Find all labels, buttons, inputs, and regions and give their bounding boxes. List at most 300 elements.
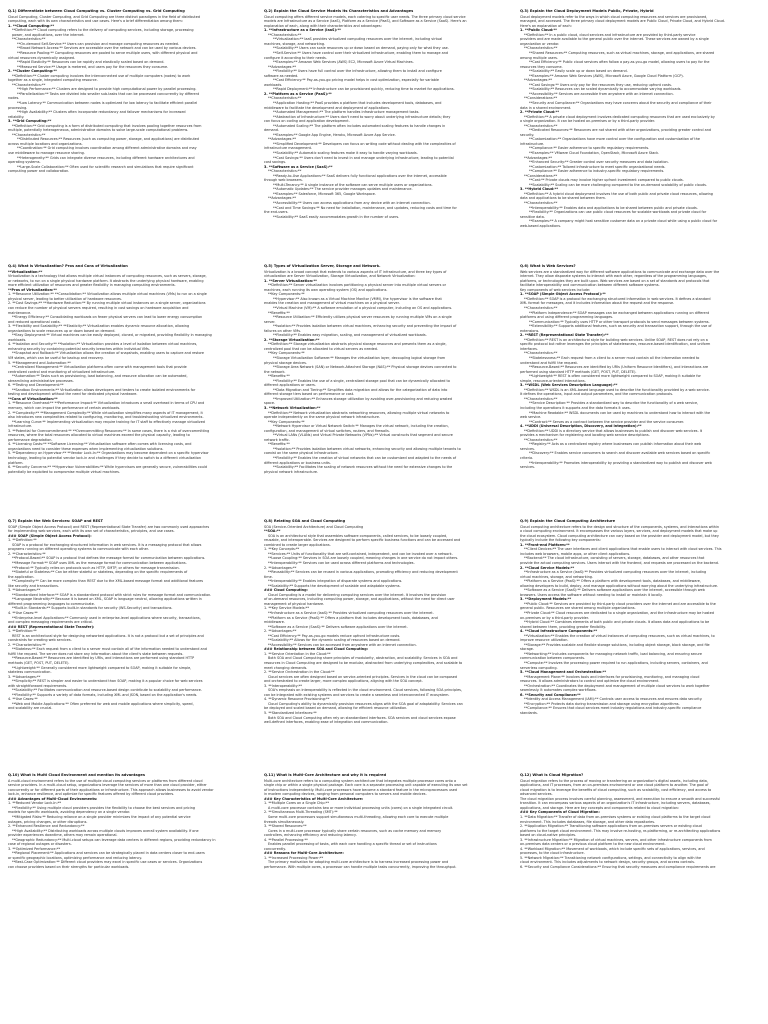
text-line: **Characteristics:** xyxy=(268,32,302,37)
text-line: on-premises or by a third-party provider. xyxy=(520,615,589,620)
question-block xyxy=(264,519,512,767)
text-line: cost savings. xyxy=(264,160,287,165)
text-line: 3. **Advantages:** xyxy=(8,674,41,679)
text-line: 4. **Isolation and Security:** **Isolation:** Virtualization provides a level of isolation between virtual machines, xyxy=(8,342,198,347)
text-line: 5. **Dependency on Hypervisor:** **Vendor Lock-In:** Organizations may become dependent on a specific hypervisor xyxy=(8,451,209,456)
text-line: maintenance. xyxy=(8,310,32,315)
text-line: 1. **Key Service Models:** xyxy=(264,606,310,611)
text-line: **Language Neutrality:** Because it is based on XML, SOAP is language neutral, allowing applications written in xyxy=(12,597,202,602)
text-line: based on cloud-native principles. xyxy=(520,833,577,838)
text-line: time. xyxy=(264,574,273,579)
text-line: **Rapid Deployment:** Infrastructure can be provisioned quickly, reducing time to market for applications. xyxy=(273,87,455,92)
text-line: XML format for messages, and it includes information about the request and the response. xyxy=(520,301,675,306)
text-line: infrastructure. xyxy=(520,141,545,146)
text-line: facilitate interoperability and communication between different software systems. xyxy=(520,283,660,288)
text-line: sensitive data. xyxy=(520,214,545,219)
text-line: 4. **Licensing Costs:** **Software Licensing:** Virtualization software often comes with licensing costs, and xyxy=(8,442,192,447)
text-line: different applications or business units. xyxy=(264,460,331,465)
question-block xyxy=(520,9,768,257)
text-line: with straightforward requirements. xyxy=(8,683,68,688)
text-line: **Interoperability:** Promotes interoperability by providing a standardized way to publish and discover web xyxy=(529,460,712,465)
text-line: **Simplicity:** REST is simpler and easier to understand than SOAP, making it a popular choice for web services xyxy=(12,679,203,684)
text-line: and complex messaging requirements are critical. xyxy=(8,620,94,625)
text-line: performance. With multiple cores, a processor can handle multiple tasks concurrently, improving the throughput. xyxy=(264,864,457,869)
text-line: be deployed and scaled based on demand, allowing for efficient resource utilization. xyxy=(264,706,408,711)
text-line: **Flexibility:** Users have full control over the infrastructure, allowing them to install and configure xyxy=(273,69,442,74)
text-line: 3. **Advantages:** xyxy=(8,588,41,593)
text-line: **Sandbox Environments:** Virtualization allows developers and testers to create isolated environments for xyxy=(12,387,196,392)
text-line: like security and transactions. xyxy=(8,583,59,588)
text-line: workloads. xyxy=(8,337,27,342)
text-line: **Networking:** Includes components for managing network traffic, load balancing, and ensuring secure xyxy=(524,651,702,656)
section-heading: ### Cloud Computing: xyxy=(264,588,308,593)
text-line: **Improved Utilization:** Enhances storage utilization by avoiding over-provisioning and reducing wasted xyxy=(273,396,452,401)
question-block xyxy=(8,519,256,767)
text-line: **Self-Service:** Users have control over their virtualized infrastructure, enabling them to manage and xyxy=(273,50,448,55)
text-line: machines, each running its own operating system (OS) and applications. xyxy=(264,287,388,292)
question-block xyxy=(520,264,768,512)
text-line: and scalability are crucial. xyxy=(8,706,53,711)
text-line: **Storage Area Network (SAN) or Network-Attached Storage (NAS):** Physical storage devices connected to xyxy=(273,365,457,370)
text-line: **Characteristics:** xyxy=(268,96,302,101)
question-title: Q.8) Relating SOA and Cloud Computing xyxy=(264,519,346,523)
section-heading: 2. **Cloud Service Models:** xyxy=(520,565,575,570)
text-line: **Scalability:** Resources can be scaled dynamically to accommodate varying workloads. xyxy=(529,87,682,92)
text-line: controllers, enhancing efficiency and reducing latency. xyxy=(264,833,357,838)
text-line: different programming languages to communicate. xyxy=(8,601,95,606)
text-line: **Public Cloud:** Services are provided by third-party cloud providers over the internet and are accessible to the xyxy=(524,601,716,606)
text-line: use middleware to manage resource sharing. xyxy=(8,151,85,155)
text-line: **Contract:** Serves as a contract between the service provider and the service consumer. xyxy=(529,419,685,424)
text-line: **Scalability:** Facilitates the scaling of network resources without the need for extensive changes to the xyxy=(273,465,453,470)
text-line: software as needed. xyxy=(264,73,299,78)
text-line: SOA is an architectural style that assembles software components, called services, to be loosely coupled, xyxy=(268,533,448,538)
text-line: among multiple users. xyxy=(520,55,558,60)
text-line: A multi-cloud environment refers to the use of multiple cloud computing services or platforms from different cloud xyxy=(8,778,203,783)
text-line: Key components of web services include: xyxy=(520,287,591,292)
text-line: advanced services. xyxy=(520,792,553,797)
text-line: **Cost:** Private clouds may involve higher upfront investment compared to public clouds. xyxy=(529,178,684,183)
text-line: 3. **Shared Resources:** xyxy=(264,824,307,829)
text-line: **Data Migration and Tiering:** Simplifies data migration and allows for the categorization of data into xyxy=(273,387,448,392)
text-line: **Resource-Based:** Resources are identified by URIs (Uniform Resource Identifiers), and interactions are xyxy=(529,365,709,370)
text-line: **Abstraction of Infrastructure:** Users don't need to worry about underlying infrastructure details; they xyxy=(273,114,451,119)
text-line: concurrently. xyxy=(264,846,286,851)
text-line: programs running on different operating systems to communicate with each other. xyxy=(8,547,149,552)
text-line: **Isolation:** Provides isolation between virtual networks, enhancing security and allowing multiple tenants to xyxy=(273,446,461,451)
text-line: 1. **Resource Overhead:** **Performance Impact:** Virtualization introduces a small overhead in terms of CPU and xyxy=(8,401,205,406)
text-line: **Scalability:** Scaling can be more challenging compared to the on-demand scalability of public clouds. xyxy=(529,182,708,187)
text-line: **Advantages:** xyxy=(268,196,296,201)
text-line: 1. **Multiple Cores on a Single Chip:** xyxy=(264,801,330,806)
text-line: **Service Description:** Provides a standardized way to describe the functionality of a web service, xyxy=(529,401,699,406)
text-line: **Cost Savings:** Users only pay for the resources they use, reducing upfront costs. xyxy=(529,82,672,87)
text-line: **Examples:** Amazon Web Services (AWS) EC2, Microsoft Azure Virtual Machines. xyxy=(273,60,414,65)
text-line: management of physical hardware. xyxy=(264,601,325,606)
text-line: web service. xyxy=(520,415,542,420)
text-line: 3. **Optimized Performance:** xyxy=(8,846,61,851)
section-heading: 1. **Cloud Computing:** xyxy=(8,23,55,28)
text-line: **Measured Service:** Usage is metered, and users pay for the resources they consume. xyxy=(17,64,169,69)
text-line: security. xyxy=(520,132,535,137)
text-line: 2. **Service Orchestration in the Cloud:** xyxy=(264,670,335,675)
text-line: **Characteristics:** xyxy=(524,123,558,128)
text-line: serverless computing. xyxy=(520,665,558,670)
text-line: **Platform as a Service (PaaS):** Offers a platform with development tools, databases, and middleware, xyxy=(524,579,701,584)
text-line: and reduced operational costs. xyxy=(8,319,61,324)
text-line: power, and applications, over the internet. xyxy=(12,32,85,37)
text-line: **Infrastructure as a Service (IaaS):** Provides virtualized computing resources over the internet, including xyxy=(524,570,707,575)
text-line: specific protocol but rather leverages the principles of statelessness, resource-based identification, and uniform xyxy=(520,342,711,347)
text-line: **Registry:** Acts as a centralized registry where businesses can publish information about their web xyxy=(529,442,702,447)
text-line: 4. **Use Cases:** xyxy=(8,610,38,615)
text-line: models for specific workloads, avoiding dependency on a single vendor. xyxy=(8,810,131,815)
text-line: 5. **Network Migration:** Transitioning network configurations, settings, and connectivity to align with the xyxy=(520,855,702,860)
text-line: general public. Resources are shared among multiple organizations. xyxy=(520,606,636,611)
text-line: different storage tiers based on performance or cost. xyxy=(264,392,355,397)
text-line: space. xyxy=(264,401,276,406)
text-line: constraints for creating web services. xyxy=(8,638,72,643)
section-heading: ### Relationship between SOA and Cloud Computing: xyxy=(264,647,368,652)
text-line: together as a single, integrated computing resource. xyxy=(8,78,98,83)
text-line: reliability. xyxy=(8,114,25,119)
text-line: 1. **Service Orientation in the Cloud:** xyxy=(264,651,331,656)
text-line: more efficient utilization of resources and greater flexibility in managing computing environments. xyxy=(8,283,176,288)
text-line: a cloud computing environment. It encompasses the various layers, services, and deployment models that make up xyxy=(520,529,718,534)
text-line: **Regional Placement:** Applications and services can be strategically placed in data centers closer to end-users xyxy=(12,851,205,856)
text-line: configure it according to their needs. xyxy=(264,55,327,60)
text-line: **Definition:** SOAP is a protocol for exchanging structured information in web services. It defines a standard xyxy=(524,296,711,301)
text-line: **Interoperability:** Enables data and applications to be shared between public and private clouds. xyxy=(529,205,698,210)
text-line: 2. **Simultaneous Multi-Threading (SMT):** xyxy=(264,810,338,815)
text-line: **High Availability:** Distributing workloads across multiple clouds improves overall system availability. If one xyxy=(12,828,199,833)
text-line: 6. **Testing and Development:** xyxy=(8,383,64,388)
text-line: workloads. xyxy=(264,82,283,87)
question-title: Q.6) What is Web Services? xyxy=(520,264,576,268)
text-line: applications, and IT processes, from an on-premises environment or one cloud platform to another. The goal of xyxy=(520,783,709,788)
text-line: The primary motivation for adopting multi-core architecture is to harness increased processing power and xyxy=(268,860,449,865)
text-line: **Scalability:** Automatic scaling features make it easy to handle varying workloads. xyxy=(273,151,418,155)
text-line: Multi-core architecture refers to a computing system architecture that integrates multiple processor cores onto a xyxy=(264,778,457,783)
text-line: REST is an architectural style for designing networked applications. It is not a protocol but a set of principles and xyxy=(12,633,204,638)
text-line: **Built-in Standards:** Supports built-in standards for security (WS-Security) and transactions. xyxy=(12,606,173,611)
text-line: **Scalability:** Supports the development of scalable and adaptable systems. xyxy=(268,583,401,588)
question-block xyxy=(8,773,256,1021)
text-line: can focus on coding and application development. xyxy=(264,119,350,124)
text-line: **Definition:** In a public cloud, cloud services and infrastructure are provided by third-party service xyxy=(524,32,696,37)
text-line: **Key Components:** xyxy=(268,419,305,424)
text-line: computing, each with its own characteristics and use cases. Here's a brief differentiation among them: xyxy=(8,19,183,24)
text-line: organization or vendor. xyxy=(520,41,560,46)
text-line: **Definition:** Grid computing is a form of distributed computing that involves pooling together resources from xyxy=(12,123,202,128)
text-line: lock-in, enhance resilience, and optimize for specific features offered by different cloud providers. xyxy=(8,792,175,797)
section-heading: ### Key Components of Cloud Migration: xyxy=(520,810,600,815)
text-line: potentially be exploited to compromise multiple virtual machines. xyxy=(8,469,120,474)
text-line: **Benefits:** xyxy=(268,442,290,447)
text-line: **Characteristics:** xyxy=(524,305,558,310)
text-line: **Definition:** UDDI is a directory service that allows businesses to publish and discover web services. It xyxy=(524,428,703,433)
text-line: **Reusability:** Services can be reused in various applications, promoting efficiency and reducing development xyxy=(268,570,458,575)
question-title: Q.3) Explain the Cloud Deployment Models Public, Private, Hybrid xyxy=(520,9,654,13)
section-heading: **Pros of Virtualization:** xyxy=(8,287,57,292)
text-line: **Definition:** REST is an architectural style for building web services. Unlike SOAP, REST does not rely on a xyxy=(524,337,708,342)
text-line: **Platform Independence:** SOAP messages can be exchanged between applications running on different xyxy=(529,310,710,315)
section-heading: ### SOAP (Simple Object Access Protocol): xyxy=(8,533,92,538)
question-block xyxy=(264,9,512,257)
text-line: **Learning Curve:** Implementing virtualization may require training for IT staff to effectively manage virtualized xyxy=(12,419,205,424)
question-title: Q.12) What is Cloud Migration? xyxy=(520,773,584,777)
text-line: improve resource utilization. xyxy=(520,638,569,643)
text-line: extensions. xyxy=(520,328,540,333)
text-line: memory, which can impact the performance of certain workloads. xyxy=(8,406,121,410)
text-line: virtual resources dynamically assigned. xyxy=(8,55,76,60)
text-line: organizations to scale resources up or down based on demand. xyxy=(8,328,116,333)
text-line: 1. **Definition:** xyxy=(8,538,37,543)
text-line: **Characteristics:** xyxy=(268,169,302,174)
text-line: multiple, potentially heterogeneous, administrative domains to solve large-scale computational problems. xyxy=(8,128,189,133)
text-line: resources they consume. xyxy=(520,64,563,69)
text-line: A multi-core processor contains two or more individual processing units (cores) on a single integrated circuit. xyxy=(268,805,454,810)
text-line: centralized pool that can be allocated to virtual servers as needed. xyxy=(264,346,378,351)
text-line: provide the actual computing services. Users interact with the frontend, and requests are processed on the backend. xyxy=(520,560,720,565)
text-line: applications, and storage. Here are key concepts and components related to cloud migration: xyxy=(520,805,679,810)
text-line: **Flexibility:** Using multiple cloud providers provides the flexibility to choose the best services and pricing xyxy=(12,805,196,810)
text-line: **Characteristics:** xyxy=(12,82,46,87)
section-heading: 3. **Network Virtualization:** xyxy=(264,406,321,410)
text-line: **Hypervisor:** Also known as a Virtual Machine Monitor (VMM), the hypervisor is the software that xyxy=(273,296,442,301)
text-line: **Accessibility:** Services can be accessed from anywhere with an internet connection. xyxy=(268,642,417,647)
text-line: enables the creation and management of virtual machines on a physical server. xyxy=(264,301,400,306)
question-block xyxy=(264,264,512,512)
text-line: **Storage:** Provides scalable and flexible storage solutions, including object storage, block storage, and file xyxy=(524,642,710,647)
text-line: **Easy Deployment:** Virtual machines can be easily deployed, cloned, or migrated, providing flexibility in managing xyxy=(12,333,212,338)
text-line: provider experiences downtime, others may remain operational. xyxy=(8,833,118,838)
text-line: including the operations it supports and the data formats it uses. xyxy=(520,406,631,410)
text-line: It defines the operations, input and output parameters, and the communication protocols. xyxy=(520,392,674,397)
text-line: nodes. xyxy=(8,96,20,101)
section-heading: ### Key Characteristics of Multi-Core Architecture: xyxy=(264,796,364,801)
text-line: internet. They allow disparate systems to interact with each other, regardless of the programming languages, xyxy=(520,274,707,279)
text-line: 2. **Cost Savings:** **Hardware Reduction:** By running multiple virtual instances on a single server, organizations xyxy=(8,301,206,306)
text-line: **Interoperability:** Services can be used across different platforms and technologies. xyxy=(268,560,415,565)
text-line: **Resource Utilization:** Efficiently utilizes physical server resources by running multiple VMs on a single xyxy=(273,315,452,320)
question-title: Q.4) What is Virtualization? Pros and Cons of Virtualization xyxy=(8,264,128,268)
text-line: **Automation:** Tasks such as provisioning, load balancing, and resource allocation can be automated, xyxy=(12,374,188,379)
section-heading: 4. **UDDI (Universal Description, Discovery, and Integration):** xyxy=(520,424,642,429)
text-line: **Software as a Service (SaaS):** Delivers software applications over the internet, accessible through web xyxy=(524,588,705,593)
text-line: **Virtual Machine (VM):** A software emulation of a physical computer, including an OS and applications. xyxy=(273,305,453,310)
text-line: **High Performance:** Clusters are designed to provide high computational power by parallel processing. xyxy=(17,87,197,92)
text-line: **Flexibility:** Enables the creation of virtual networks that can be customized and adapted to the needs of xyxy=(273,456,457,461)
text-line: **Stateful or Stateless:** Can be either stateful or stateless, depending on the specific requirements of xyxy=(12,570,188,575)
text-line: browsers. Users access the software without needing to install or maintain it locally. xyxy=(520,592,663,597)
text-line: Both SOA and Cloud Computing share principles of modularity, abstraction, and scalability. Services in SOA and xyxy=(268,656,458,661)
text-line: **Large-Scale Collaboration:** Often used for scientific research and simulations that require significant xyxy=(17,164,194,169)
text-line: **Multi-Tenancy:** A single instance of the software can serve multiple users or organizations. xyxy=(273,182,433,187)
section-heading: 3. **Deployment Models:** xyxy=(520,597,572,602)
text-line: **Characteristics:** xyxy=(524,396,558,401)
section-heading: 2. **Private Cloud:** xyxy=(520,110,560,115)
text-line: network traffic. xyxy=(264,437,290,442)
text-line: 4. **Dynamic Resource Provisioning:** xyxy=(264,697,330,702)
text-line: Cloud Computing's ability to dynamically provision resources aligns with the SOA goal of adaptability. Services can xyxy=(268,701,463,706)
text-line: **Protocol:** Typically relies on protocols such as HTTP, SMTP, or others for message transmission. xyxy=(12,565,180,570)
text-line: Here's an explanation of each: xyxy=(520,23,572,28)
question-block xyxy=(264,773,512,1021)
section-heading: ### Reasons for Multi-Core Architecture: xyxy=(264,851,344,856)
section-heading: 5. **Cloud Management and Orchestration:** xyxy=(520,670,607,675)
text-line: SOAP is a protocol for exchanging structured information in web services. It is a messaging protocol that allows xyxy=(12,542,202,547)
section-heading: 1. **Server Virtualization:** xyxy=(264,278,317,283)
text-line: services. xyxy=(520,446,535,451)
text-line: platforms to the target cloud environment. This may involve re-hosting, re-platforming, or re-architecting applications xyxy=(520,828,721,833)
text-line: 2. **Characteristics:** xyxy=(8,551,46,556)
text-line: or networks, to run on a single physical hardware platform. It abstracts the underlying physical hardware, enabling xyxy=(8,278,204,283)
text-line: 4. **Workload Migration:** Movement of workloads, which include specific sets of applications, services, and xyxy=(520,846,705,851)
text-line: middleware to facilitate the development and deployment of applications. xyxy=(264,105,391,110)
text-line: resources, where the total resources allocated to virtual machines exceed the physical capacity, leading to xyxy=(8,433,190,438)
text-line: machines, storage, and networking. xyxy=(264,41,326,46)
text-line: SOA's emphasis on interoperability is reflected in the cloud environment. Cloud services, following SOA principles, xyxy=(268,688,463,693)
text-line: cloud migration is to leverage the benefits of cloud computing, such as scalability, cost efficiency, and access to xyxy=(520,787,712,792)
section-heading: 4. **Cloud Infrastructure Components:** xyxy=(520,629,598,634)
section-heading: **Cons of Virtualization:** xyxy=(8,396,58,401)
text-line: **Standardized Interface:** SOAP is a standardized protocol with strict rules for message format and communication. xyxy=(12,592,212,597)
text-line: 1. **Data Migration:** Transfer of data from on-premises systems or existing cloud platforms to the target cloud xyxy=(520,814,711,819)
text-line: **Cost Efficiency:** Pay-as-you-go models reduce upfront infrastructure costs. xyxy=(268,633,401,638)
text-line: data and applications to be shared between them. xyxy=(520,196,606,201)
text-line: virtual machines, storage, and networking. xyxy=(520,574,593,579)
text-line: **Dedicated Resources:** Resources are not shared with other organizations, providing greater control and xyxy=(529,128,711,133)
text-line: and orchestrated to create larger, more complex applications, aligning with the SOA concept. xyxy=(264,679,423,684)
text-line: **Enhanced Security:** Greater control over security measures and data isolation. xyxy=(529,160,669,165)
question-title: Q.7) Explain the Web Services: SOAP and REST xyxy=(8,519,103,523)
section-heading: 3. **Software as a Service (SaaS):** xyxy=(264,164,333,169)
text-line: the application. xyxy=(8,574,35,579)
text-line: processes, to the cloud infrastructure. xyxy=(520,851,585,856)
text-line: **High Availability:** Clusters often incorporate redundancy and failover mechanisms for increased xyxy=(17,110,186,115)
text-line: Cloud Computing, Cluster Computing, and Grid Computing are three distinct paradigms in the field of distributed xyxy=(8,14,200,19)
text-line: **Flexibility:** Enables the use of a single, centralized storage pool that can be dynamically allocated to xyxy=(273,378,450,383)
section-heading: 1. **Infrastructure as a Service (IaaS):** xyxy=(264,28,341,33)
text-line: organizations need to consider these expenses when implementing virtualization solutions. xyxy=(8,446,164,451)
text-line: **Automatic Updates:** The service provider manages updates and maintenance. xyxy=(273,187,413,192)
text-line: configuration, and management of virtual switches, routers, and firewalls. xyxy=(264,428,390,433)
text-line: **Cost Efficiency:** Public cloud services often follow a pay-as-you-go model, allowing users to pay for the xyxy=(529,60,710,65)
section-heading: 1. **SOAP (Simple Object Access Protocol):** xyxy=(520,292,606,297)
text-line: 1. **Key Concepts:** xyxy=(264,547,300,552)
text-line: criteria. xyxy=(520,456,534,461)
text-line: services. xyxy=(520,465,535,470)
text-line: SOA (Service-Oriented Architecture) and Cloud Computing xyxy=(264,524,364,529)
text-line: different applications or users. xyxy=(264,383,316,388)
text-line: allowing developers to build, deploy, and manage applications without worrying about the underlying infrastructure. xyxy=(520,583,719,588)
text-line: **Discovery:** Enables service consumers to search and discover available web services based on specific xyxy=(529,451,711,456)
section-heading: 2. **Storage Virtualization:** xyxy=(264,337,320,342)
question-title: Q.10) What is Multi Cloud Environment and mention its advantages xyxy=(8,773,145,777)
text-line: centralized control and monitoring of virtualized infrastructure. xyxy=(8,369,116,374)
text-line: performed using standard HTTP methods (GET, POST, PUT, DELETE). xyxy=(520,369,637,374)
text-line: models are Infrastructure as a Service (IaaS), Platform as a Service (PaaS), and Software as a Service (SaaS). Here's an xyxy=(264,19,467,24)
text-line: 2. **Complexity:** **Management Complexity:** While virtualization simplifies many aspects of IT management, it xyxy=(8,410,203,415)
section-heading: **SOA:** xyxy=(264,529,281,534)
text-line: SOAP (Simple Object Access Protocol) and REST (Representational State Transfer) are two commonly used approaches xyxy=(8,524,210,529)
section-heading: 3. **WSDL (Web Services Description Language):** xyxy=(520,383,618,388)
text-line: **Customization:** Organizations have more control over the configuration and customization of the xyxy=(529,137,700,142)
text-line: performance degradation. xyxy=(8,437,53,442)
text-line: interfaces. xyxy=(520,346,538,351)
text-line: **Security and Compliance:** Organizations may have concerns about the security and compliance of their xyxy=(529,100,712,105)
question-block xyxy=(8,264,256,512)
text-line: **Key Components:** xyxy=(268,292,305,297)
text-line: **Extensibility:** Supports additional features, such as security and transaction support, through the use of xyxy=(529,324,712,329)
text-line: Cores in a multi-core processor typically share certain resources, such as cache memory and memory xyxy=(268,828,442,833)
text-line: middleware. xyxy=(264,620,285,625)
text-line: **Examples:** VMware Cloud Foundation, OpenStack, Microsoft Azure Stack. xyxy=(529,151,660,155)
text-line: **Benefits:** xyxy=(268,374,290,379)
text-line: **Resource Pooling:** Computing resources are pooled to serve multiple users, with different physical and xyxy=(17,50,198,55)
text-line: 1. **Increased Processing Power:** xyxy=(264,855,324,860)
text-line: managed, and accessed. The three primary cloud deployment models are Public Cloud, Private Cloud, and Hybrid Cloud. xyxy=(520,19,725,24)
text-line: explanation of each, along with their characteristics and advantages: xyxy=(264,23,382,28)
text-line: **Interoperability:** Enables integration of disparate systems and applications. xyxy=(268,579,403,584)
text-line: **Hybrid Cloud:** Combines elements of both public and private clouds. It allows data and applications to be xyxy=(524,620,710,625)
text-line: **Characteristics:** xyxy=(524,46,558,51)
text-line: **Shared Resources:** Computing resources, such as virtual machines, storage, and applications, are shared xyxy=(529,50,715,55)
text-line: single chip or within a single physical package. Each core is a separate processing unit capable of executing its own set xyxy=(264,783,468,788)
text-line: operate independently on the same physical network infrastructure. xyxy=(264,415,381,420)
text-line: **Stateless:** Each request from a client to a server must contain all of the information needed to understand and xyxy=(12,647,207,652)
text-line: 3. **Potential for Overcommitment:** **Overcommitting Resources:** In some cases, there is a risk of overcommitting xyxy=(8,428,210,433)
text-line: Web services are a standardized way for different software applications to communicate and exchange data over the xyxy=(520,269,720,274)
text-line: **Client Devices:** The user interfaces and client applications that enable users to interact with cloud services. This xyxy=(524,547,722,552)
text-line: data in a shared environment. xyxy=(520,105,572,110)
text-line: resources. It allows administrators to control and optimize the cloud environment. xyxy=(520,679,660,684)
text-line: in modern computing devices, ranging from personal computers to servers and mobile devices. xyxy=(264,792,427,797)
section-heading: ### Advantages of Multi-Cloud Environments: xyxy=(8,796,98,801)
text-line: **Identity and Access Management (IAM):** Controls user access to resources and ensures data security. xyxy=(524,697,703,702)
text-line: providers and are made available to the general public over the internet. These services are owned by a single xyxy=(520,37,709,42)
text-line: **Characteristics:** xyxy=(524,437,558,442)
text-line: resources in Cloud Computing are designed to be modular, abstracted from underlying complexities, and scalable to xyxy=(264,661,463,665)
text-line: **Virtualization:** IaaS provides virtualized computing resources over the internet, including virtual xyxy=(273,37,443,42)
text-line: includes web browsers, mobile apps, or other client applications. xyxy=(520,551,631,556)
text-line: stateless communication. xyxy=(8,670,52,675)
text-line: **Flexibility:** Supports a variety of data formats, including XML and JSON, based on the application's needs. xyxy=(12,692,198,697)
text-line: **Accessibility:** Services are accessible from anywhere with an internet connection. xyxy=(529,91,674,96)
text-line: **Loose Coupling:** Services in SOA are loosely coupled, meaning changes in one service do not impact others. xyxy=(268,556,459,561)
text-line: web-based applications. xyxy=(520,223,562,228)
text-line: 3. **Infrastructure Migration:** Migration of virtual machines, servers, and other infrastructure components from xyxy=(520,837,712,842)
text-line: **Scalability:** Allows for the dynamic scaling of resources based on demand. xyxy=(268,638,401,643)
text-line: 2. **Application Migration:** Transitioning software applications from on-premises servers or existing cloud xyxy=(520,824,702,829)
text-line: 2. **Characteristics:** xyxy=(8,642,46,647)
text-line: 2. **Advantages:** xyxy=(264,565,297,570)
text-line: across multiple locations and organizations. xyxy=(8,141,83,146)
text-line: **Software as a Service (SaaS):** Delivers software applications over the internet. xyxy=(268,624,408,629)
text-line: **Message Format:** SOAP uses XML as the message format for communication between applications. xyxy=(12,560,187,565)
text-line: **Definition:** A private cloud deployment involves dedicated computing resources that are used exclusively by xyxy=(524,114,715,119)
text-line: **On-demand Self-Service:** Users can provision and manage computing resources as needed. xyxy=(17,41,180,46)
text-line: **Flexibility:** Organizations can use public cloud resources for scalable workloads and private cloud for xyxy=(529,210,707,215)
text-line: **Rapid Elasticity:** Resources can be rapidly and elastically scaled based on demand. xyxy=(17,60,165,65)
text-line: simple, resource-oriented interactions. xyxy=(520,378,586,383)
text-line: Some multi-core processors support simultaneous multi-threading, allowing each core to execute multiple xyxy=(268,814,449,819)
text-line: service providers. In a multi-cloud setup, organizations leverage the services of more than one cloud provider, either xyxy=(8,783,207,788)
text-line: **Advantages:** xyxy=(268,64,296,69)
text-line: on-premises data centers or a previous cloud platform to the new cloud environment. xyxy=(520,842,666,847)
text-line: threads simultaneously. xyxy=(264,819,305,824)
